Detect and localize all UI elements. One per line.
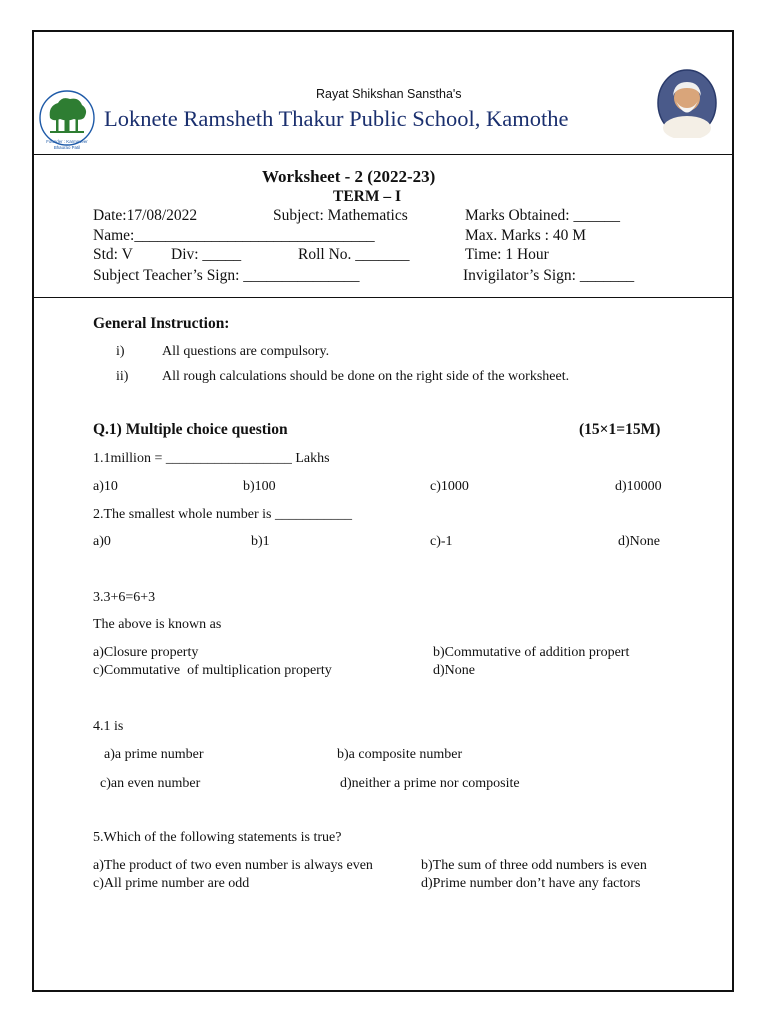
- time-field: Time: 1 Hour: [465, 246, 549, 263]
- option-c[interactable]: c)Commutative of multiplication property: [93, 663, 332, 678]
- option-a[interactable]: a)10: [93, 479, 118, 494]
- term-label: TERM – I: [333, 188, 402, 205]
- option-d[interactable]: d)Prime number don’t have any factors: [421, 876, 641, 891]
- logo-founder-line1: Founder : Karmaveer: [46, 139, 88, 144]
- name-field[interactable]: Name:_______________________________: [93, 227, 375, 244]
- div-field[interactable]: Div: _____: [171, 246, 242, 263]
- logo-tree-root-right: [76, 119, 79, 131]
- school-name: Loknete Ramsheth Thakur Public School, Kamothe: [104, 106, 569, 131]
- logo-tree-trunk: [65, 117, 70, 131]
- roll-no-field[interactable]: Roll No. _______: [298, 246, 410, 263]
- teacher-sign-field[interactable]: Subject Teacher’s Sign: _______________: [93, 267, 360, 284]
- question-text: 4.1 is: [93, 719, 124, 734]
- question-text: 3.3+6=6+3: [93, 590, 156, 605]
- question-text: 2.The smallest whole number is ___________: [93, 507, 352, 522]
- logo-ground: [50, 131, 84, 133]
- option-b[interactable]: b)1: [251, 534, 270, 549]
- option-a[interactable]: a)0: [93, 534, 111, 549]
- option-c[interactable]: c)-1: [430, 534, 453, 549]
- option-a[interactable]: a)Closure property: [93, 645, 199, 660]
- option-c[interactable]: c)1000: [430, 479, 469, 494]
- header-divider: [32, 154, 734, 155]
- option-d[interactable]: d)neither a prime nor composite: [340, 776, 520, 791]
- instructions-heading: General Instruction:: [93, 315, 230, 332]
- option-b[interactable]: b)a composite number: [337, 747, 463, 762]
- option-d[interactable]: d)10000: [615, 479, 662, 494]
- question-subtext: The above is known as: [93, 617, 222, 632]
- option-d[interactable]: d)None: [618, 534, 660, 549]
- invigilator-sign-field[interactable]: Invigilator’s Sign: _______: [463, 267, 635, 284]
- q1-marks: (15×1=15M): [579, 421, 661, 438]
- info-divider: [32, 297, 734, 298]
- date-field: Date:17/08/2022: [93, 207, 198, 224]
- option-b[interactable]: b)100: [243, 479, 276, 494]
- max-marks-field: Max. Marks : 40 M: [465, 227, 586, 244]
- option-b[interactable]: b)The sum of three odd numbers is even: [421, 858, 647, 873]
- logo-founder-line2: Bhaurao Patil: [53, 145, 81, 150]
- instruction-text: All questions are compulsory.: [162, 344, 330, 359]
- founder-portrait: [656, 68, 718, 138]
- option-c[interactable]: c)an even number: [100, 776, 201, 791]
- question-text: 1.1million = __________________ Lakhs: [93, 451, 330, 466]
- instruction-number: ii): [116, 369, 129, 384]
- society-name: Rayat Shikshan Sanstha's: [316, 87, 462, 101]
- option-b[interactable]: b)Commutative of addition propert: [433, 645, 630, 660]
- option-c[interactable]: c)All prime number are odd: [93, 876, 250, 891]
- q1-heading: Q.1) Multiple choice question: [93, 421, 288, 438]
- logo-tree-root-left: [56, 119, 59, 131]
- marks-obtained-field[interactable]: Marks Obtained: ______: [465, 207, 620, 224]
- instruction-number: i): [116, 344, 125, 359]
- worksheet-title: Worksheet - 2 (2022-23): [262, 167, 436, 186]
- option-d[interactable]: d)None: [433, 663, 475, 678]
- question-text: 5.Which of the following statements is true?: [93, 830, 342, 845]
- option-a[interactable]: a)The product of two even number is always even: [93, 858, 373, 873]
- option-a[interactable]: a)a prime number: [104, 747, 204, 762]
- subject-field: Subject: Mathematics: [273, 207, 408, 224]
- std-field: Std: V: [93, 246, 133, 263]
- instruction-text: All rough calculations should be done on the right side of the worksheet.: [162, 369, 570, 384]
- school-logo: [36, 88, 98, 154]
